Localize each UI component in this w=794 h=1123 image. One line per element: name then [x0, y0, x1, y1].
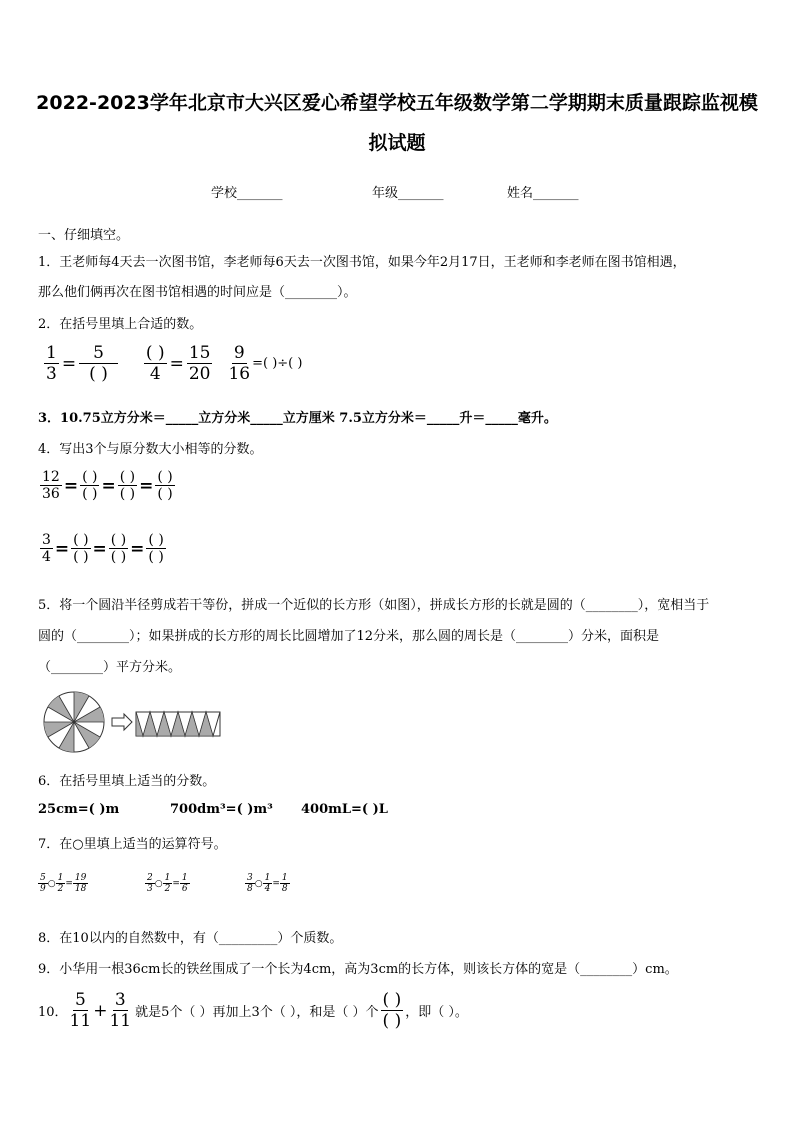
section-heading: 一、仔细填空。 [38, 228, 130, 243]
fraction: $\frac{9}{16}$ [228, 343, 251, 384]
name-field[interactable]: 姓名_______ [507, 186, 579, 201]
question-6-item-c: 400mL=( )L [301, 802, 388, 817]
question-5-line1: 5．将一个圆沿半径剪成若干等份，拼成一个近似的长方形（如图），拼成长方形的长就是圆的（________），宽相当于 [38, 598, 710, 613]
fraction: $\frac{( )}{4}$ [145, 343, 165, 384]
fraction: $\frac{15}{20}$ [188, 343, 211, 384]
arrow-icon [112, 714, 132, 730]
question-7-expr-1: $\frac{5}{9}$ ○ $\frac{1}{2}$ = $\frac{19}{18}$ [40, 873, 87, 894]
question-7-expr-2: $\frac{2}{3}$ ○ $\frac{1}{2}$ = $\frac{1}{6}$ [147, 873, 188, 894]
question-4-row-b: $\frac{3}{4}$ = $\frac{( )}{( )}$ = $\frac{( )}{( )}$ = $\frac{( )}{( )}$ [42, 532, 164, 565]
question-6-item-b: 700dm³=( )m³ [170, 802, 273, 817]
question-2-fractions: $\frac{1}{3}$ = $\frac{5}{( )}$ $\frac{( )}{4}$ = $\frac{15}{20}$ $\frac{9}{16}$ =( )÷( ) [46, 343, 303, 384]
question-5-line2: 圆的（________）；如果拼成的长方形的周长比圆增加了12分米，那么圆的周长是（________）分米，面积是 [38, 629, 660, 644]
question-1-line2: 那么他们俩再次在图书馆相遇的时间应是（________）。 [38, 285, 357, 300]
question-1-line1: 1．王老师每4天去一次图书馆，李老师每6天去一次图书馆，如果今年2月17日，王老师和李老师在图书馆相遇， [38, 255, 686, 270]
question-8: 8．在10以内的自然数中，有（_________）个质数。 [38, 931, 343, 946]
page-title: 2022-2023学年北京市大兴区爱心希望学校五年级数学第二学期期末质量跟踪监视模 [36, 92, 758, 114]
page-title-cont: 拟试题 [368, 132, 426, 154]
fraction: $\frac{1}{3}$ [46, 343, 57, 384]
question-2-label: 2．在括号里填上合适的数。 [38, 317, 203, 332]
question-4-row-a: $\frac{12}{36}$ = $\frac{( )}{( )}$ = $\frac{( )}{( )}$ = $\frac{( )}{( )}$ [42, 469, 173, 502]
question-7-expr-3: $\frac{3}{8}$ ○ $\frac{1}{4}$ = $\frac{1}{8}$ [247, 873, 288, 894]
question-4-label: 4．写出3个与原分数大小相等的分数。 [38, 442, 263, 457]
question-3: 3．10.75立方分米＝_____立方分米_____立方厘米 7.5立方分米＝_____升＝_____毫升。 [38, 411, 557, 426]
circle-to-rectangle-figure [40, 686, 230, 758]
question-6-label: 6．在括号里填上适当的分数。 [38, 774, 216, 789]
fraction: $\frac{5}{( )}$ [79, 343, 118, 384]
question-5-line3: （________）平方分米。 [38, 660, 182, 675]
school-field[interactable]: 学校_______ [211, 186, 283, 201]
question-7-label: 7．在○里填上适当的运算符号。 [38, 837, 227, 852]
question-6-item-a: 25cm=( )m [38, 802, 120, 817]
question-10: 10． $\frac{5}{11}$ + $\frac{3}{11}$ 就是5个（ ）再加上3个（ ），和是（ ）个 $\frac{( )}{( )}$ ，即（ ）。 [38, 990, 468, 1031]
grade-field[interactable]: 年级_______ [372, 186, 444, 201]
circle-diagram [44, 692, 104, 752]
rectangle-diagram [136, 712, 220, 736]
question-9: 9．小华用一根36cm长的铁丝围成了一个长为4cm，高为3cm的长方体，则该长方体的宽是（________）cm。 [38, 962, 678, 977]
